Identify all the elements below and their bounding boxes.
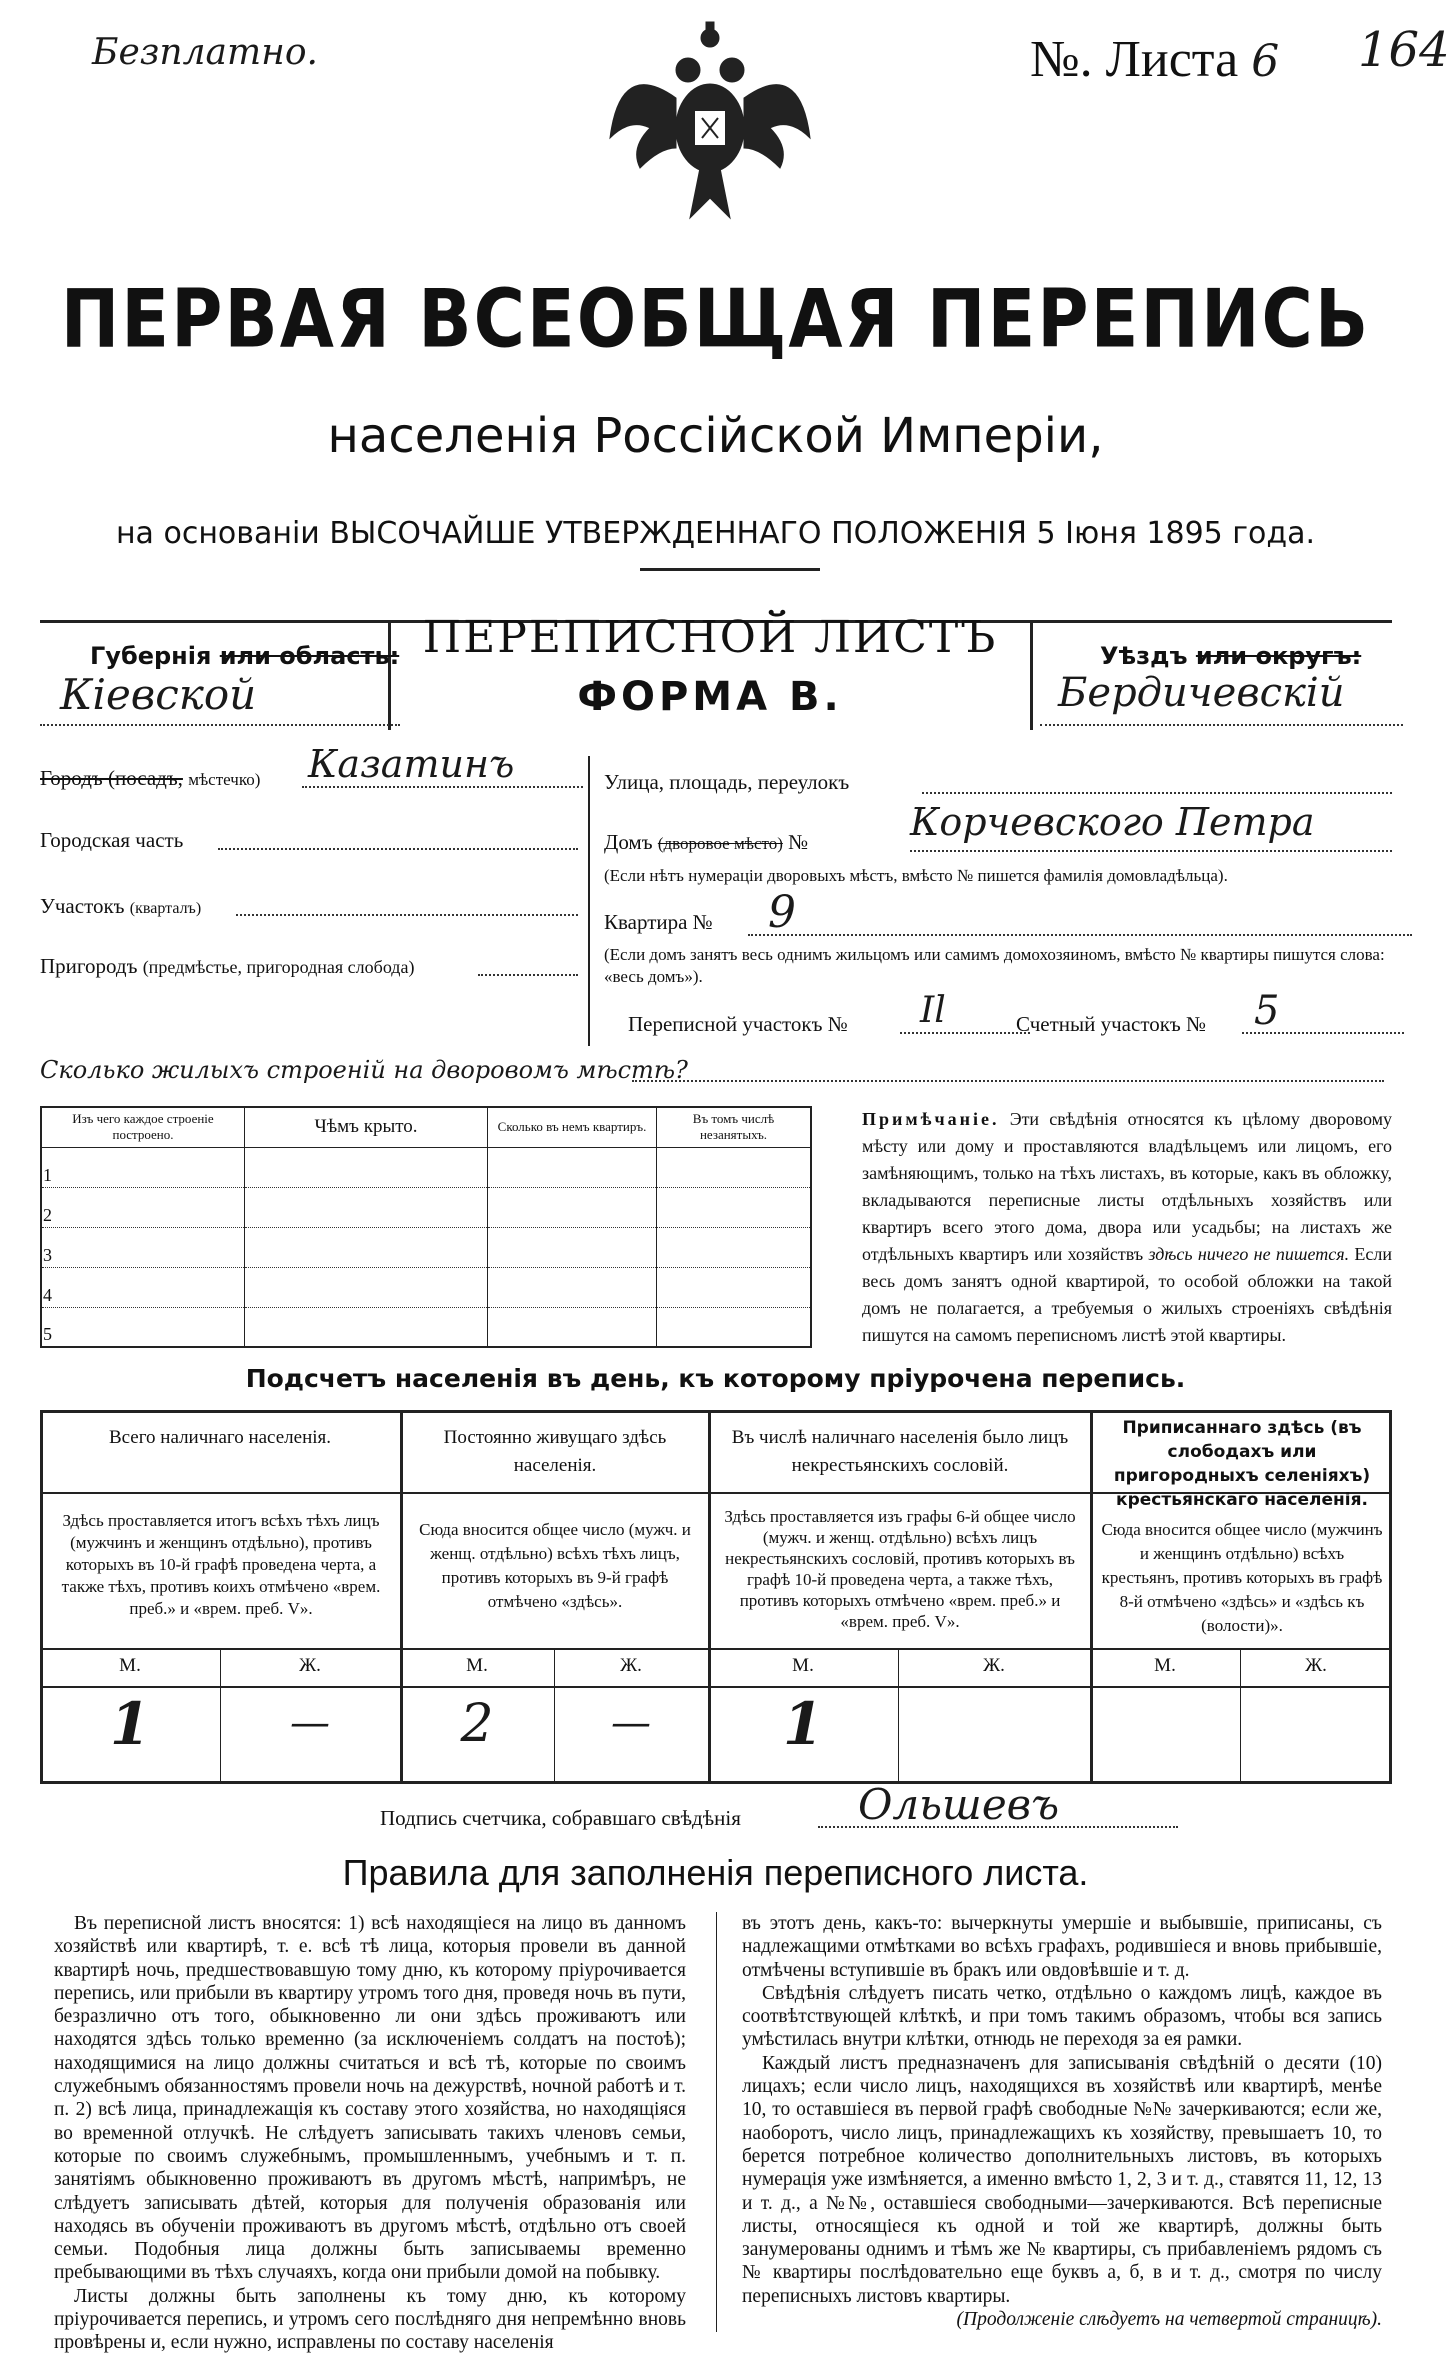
count-col4-m-label: М.: [1154, 1655, 1176, 1676]
signature-label: Подпись счетчика, собравшаго свѣдѣнія: [380, 1806, 741, 1830]
count-col1-m-value[interactable]: 1: [109, 1690, 151, 1758]
sheet-number-label: №. Листа: [1030, 31, 1239, 88]
buildings-note: [862, 1106, 1392, 1349]
buildings-cell[interactable]: [245, 1147, 488, 1187]
buildings-row-number: 4: [41, 1267, 245, 1307]
buildings-question: Сколько жилыхъ строеній на дворовомъ мѣстѣ?: [40, 1056, 688, 1084]
count-col4-f-label: Ж.: [1305, 1655, 1327, 1676]
title-divider: [640, 568, 820, 571]
street-field[interactable]: [922, 792, 1392, 794]
free-label: Безплатно.: [92, 32, 318, 73]
census-district-field[interactable]: Il: [900, 996, 1030, 1034]
buildings-cell[interactable]: [657, 1307, 812, 1347]
buildings-row-number: 1: [41, 1147, 245, 1187]
count-col3-desc: Здѣсь проставляется изъ графы 6-й общее число (мужч. и женщ. отдѣльно) всѣхъ лицъ некрестьянскихъ сословій, противъ которыхъ въ графѣ 10-й проведена черта, а также тѣхъ, противъ которыхъ отмѣчено «врем. преб.» и «врем. преб. V».: [724, 1507, 1076, 1631]
table-row: [41, 1227, 811, 1267]
count-col1-head: Всего наличнаго населенія.: [108, 1427, 332, 1448]
basis-line: на основаніи ВЫСОЧАЙШЕ УТВЕРЖДЕННАГО ПОЛОЖЕНІЯ 5 Іюня 1895 года.: [115, 516, 1316, 551]
uezd-label: [1100, 642, 1361, 670]
table-row: [41, 1267, 811, 1307]
buildings-cell[interactable]: [488, 1147, 657, 1187]
count-district-field[interactable]: 5: [1242, 996, 1404, 1034]
count-col2-f-value[interactable]: —: [611, 1700, 651, 1746]
page-title: ПЕРВАЯ ВСЕОБЩАЯ ПЕРЕПИСЬ: [60, 271, 1371, 367]
buildings-cell[interactable]: [245, 1187, 488, 1227]
count-col2-m-value[interactable]: 2: [460, 1694, 494, 1754]
buildings-cell[interactable]: [488, 1307, 657, 1347]
count-col2-desc: Сюда вносится общее число (мужч. и женщ. отдѣльно) всѣхъ тѣхъ лицъ, противъ которыхъ въ 9-й графѣ отмѣчено «здѣсь».: [419, 1520, 691, 1611]
count-district-label: Счетный участокъ №: [1016, 1012, 1207, 1036]
buildings-cell[interactable]: [657, 1187, 812, 1227]
rules-left-p2: Листы должны быть заполнены къ тому дню, къ которому пріурочивается перепись, и утромъ сего послѣдняго дня непремѣнно вновь провѣрены и, если нужно, исправлены по составу населенія: [54, 2285, 686, 2354]
buildings-cell[interactable]: [488, 1187, 657, 1227]
rules-right-column: [742, 1912, 1382, 2331]
house-label-struck: (дворовое мѣсто): [657, 834, 783, 853]
address-divider: [588, 756, 590, 1046]
imperial-eagle-emblem: [590, 18, 830, 228]
district-label: Участокъ: [40, 894, 125, 918]
sheet-number-handwritten: 164: [1358, 22, 1450, 78]
table-row: [41, 1307, 811, 1347]
district-row: [40, 894, 201, 919]
count-col2-m-label: М.: [466, 1655, 488, 1676]
count-col2-f-label: Ж.: [620, 1655, 642, 1676]
house-label: Домъ: [604, 830, 653, 854]
town-label-struck: Городъ (посадъ,: [40, 766, 183, 790]
suburb-field[interactable]: [478, 974, 578, 976]
form-type: ФОРМА В.: [577, 674, 843, 720]
count-col1-f-value[interactable]: —: [290, 1700, 330, 1746]
rules-right-p3: Каждый листъ предназначенъ для записыванія свѣдѣній о десяти (10) лицахъ; если число лицъ, находящихся въ хозяйствѣ или квартирѣ, менѣе 10, то оставшіеся въ первой графѣ свободные №№ зачеркиваются; если же, наоборотъ, число лицъ, принадлежащихъ къ хозяйству, превышаетъ 10, то берется потребное количество дополнительныхъ листовъ, въ которыхъ нумерація уже измѣняется, а именно вмѣсто 1, 2, 3 и т. д., ставятся 11, 12, 13 и т. д., а №№, оставшіеся свободными—зачеркиваются. Всѣ переписные листы, относящіеся къ одной и той же квартирѣ, должны быть занумерованы однимъ и тѣмъ же № квартиры, съ прибавленіемъ рядомъ съ № квартиры послѣдовательно еще буквъ а, б, в и т. д., смотря по числу переписныхъ листовъ квартиры.: [742, 2052, 1382, 2307]
note-italic: здѣсь ничего не пишется.: [1148, 1244, 1350, 1264]
count-col4-desc: Сюда вносится общее число (мужчинъ и женщинъ отдѣльно) всѣхъ крестьянъ, противъ которыхъ въ графѣ 8-й отмѣчено «здѣсь» и «здѣсь къ (волости)».: [1101, 1520, 1383, 1635]
town-label: мѣстечко): [188, 770, 261, 789]
house-field[interactable]: Корчевского Петра: [910, 800, 1392, 852]
town-field[interactable]: Казатинъ: [302, 742, 583, 788]
buildings-cell[interactable]: [657, 1227, 812, 1267]
apartment-field[interactable]: 9: [748, 898, 1412, 936]
note-text: Эти свѣдѣнія относятся къ цѣлому дворовому мѣсту или дому и проставляются владѣльцемъ или лицомъ, его замѣняющимъ, только на тѣхъ листахъ, въ которые, какъ въ обложку, вкладываются переписные листы отдѣльныхъ хозяйствъ или квартиръ всего этого дома, двора или усадьбы; на листахъ же отдѣльныхъ квартиръ или хозяйствъ: [862, 1109, 1392, 1264]
district-note: (кварталъ): [129, 900, 202, 917]
rules-continued: (Продолженіе слѣдуетъ на четвертой страницѣ).: [956, 2309, 1382, 2331]
count-title: Подсчетъ населенія въ день, къ которому пріурочена перепись.: [245, 1364, 1186, 1393]
uezd-label-struck: или округъ:: [1195, 642, 1362, 670]
note-end: Если весь домъ занятъ одной квартирой, то особой обложки на такой домъ не полагается, а требуемыя о жилыхъ строеніяхъ свѣдѣнія пишутся на самомъ переписномъ листѣ этой квартиры.: [862, 1244, 1393, 1345]
note-title: Примѣчаніе.: [862, 1109, 1000, 1129]
sheet-number-value: 6: [1251, 36, 1280, 87]
buildings-cell[interactable]: [245, 1227, 488, 1267]
buildings-col-roof: Чѣмъ крыто.: [245, 1107, 488, 1147]
buildings-cell[interactable]: [488, 1267, 657, 1307]
house-no-sign: №: [788, 830, 809, 854]
rules-left-column: [54, 1912, 686, 2355]
count-col1-m-label: М.: [119, 1655, 141, 1676]
census-district-label: Переписной участокъ №: [628, 1012, 848, 1036]
district-field[interactable]: [236, 914, 578, 916]
buildings-table: [40, 1106, 812, 1348]
rules-right-p2: Свѣдѣнія слѣдуетъ писать четко, отдѣльно о каждомъ лицѣ, каждое въ соотвѣтствующей клѣткѣ, и при томъ такимъ образомъ, чтобы вся запись умѣстилась внутри клѣтки, отнюдь не переходя за ея рамки.: [742, 1982, 1382, 2051]
suburb-note: (предмѣстье, пригородная слобода): [142, 957, 415, 977]
uezd-label-text: Уѣздъ: [1100, 642, 1188, 670]
table-row: [41, 1147, 811, 1187]
gubernia-label: [90, 642, 399, 670]
uezd-field[interactable]: Бердичевскій: [1040, 670, 1403, 726]
buildings-col-apartments: Сколько въ немъ квартиръ.: [488, 1107, 657, 1147]
buildings-cell[interactable]: [657, 1147, 812, 1187]
signature-field[interactable]: Ольшевъ: [818, 1780, 1178, 1828]
city-part-field[interactable]: [218, 848, 578, 850]
buildings-cell[interactable]: [488, 1227, 657, 1267]
count-col2-head: Постоянно живущаго здѣсь населенія.: [443, 1427, 667, 1476]
buildings-row-number: 2: [41, 1187, 245, 1227]
street-label: Улица, площадь, переулокъ: [604, 770, 850, 794]
count-col3-m-value[interactable]: 1: [782, 1690, 824, 1758]
house-row: [604, 830, 808, 855]
rules-left-p1: Въ переписной листъ вносятся: 1) всѣ находящіеся на лицо въ данномъ хозяйствѣ или квартирѣ, т. е. всѣ тѣ лица, которыя провели въ данной квартирѣ ночь, предшествовавшую тому дню, къ которому пріурочивается перепись, или прибыли въ квартиру утромъ того дня, проведя ночь въ пути, безразлично отъ того, обыкновенно ли они здѣсь проживаютъ или находятся здѣсь только временно (за исключеніемъ солдатъ на постоѣ); находящимися на лицо должны считаться и всѣ тѣ, которые по своимъ служебнымъ обязанностямъ провели ночь на дежурствѣ, ночной работѣ и т. п. 2) всѣ лица, принадлежащія къ составу этого хозяйства, но находящіяся во временной отлучкѣ. Не слѣдуетъ записывать такихъ членовъ семьи, которые по своимъ служебнымъ, промышленнымъ, учебнымъ и т. п. занятіямъ обыкновенно проживаютъ въ другомъ мѣстѣ, напримѣръ, не слѣдуетъ записывать дѣтей, которыя для полученія образованія или находясь въ обученіи проживаютъ въ другомъ мѣстѣ, отдѣльно отъ своей семьи. Подобныя лица должны быть записываемы временно пребывающими въ тѣхъ случаяхъ, когда они прибыли домой на побывку.: [54, 1913, 686, 2284]
count-col1-f-label: Ж.: [299, 1655, 321, 1676]
suburb-label: Пригородъ: [40, 954, 138, 978]
rules-right-p1: въ этотъ день, какъ-то: вычеркнуты умершіе и выбывшіе, приписаны, съ надлежащими отмѣтками во всѣхъ графахъ, родившіеся и вновь прибывшіе, отмѣчены вступившіе въ бракъ или овдовѣвшіе и т. д.: [742, 1913, 1382, 1981]
buildings-question-field[interactable]: [632, 1080, 1384, 1082]
city-part-label: Городская часть: [40, 828, 184, 852]
buildings-cell[interactable]: [245, 1307, 488, 1347]
count-col3-f-label: Ж.: [983, 1655, 1005, 1676]
gubernia-field[interactable]: Кіевской: [40, 670, 400, 726]
buildings-col-material: Изъ чего каждое строеніе построено.: [41, 1107, 245, 1147]
count-col1-desc: Здѣсь проставляется итогъ всѣхъ тѣхъ лицъ (мужчинъ и женщинъ отдѣльно), противъ которыхъ въ 10-й графѣ проведена черта, а также тѣхъ, противъ коихъ отмѣчено «врем. преб.» и «врем. преб. V».: [61, 1511, 381, 1618]
page-subtitle: населенія Россійской Имперіи,: [327, 408, 1104, 464]
buildings-cell[interactable]: [657, 1267, 812, 1307]
gubernia-label-struck: или область:: [219, 642, 400, 670]
buildings-row-number: 3: [41, 1227, 245, 1267]
apartment-label: Квартира №: [604, 910, 713, 934]
house-note: (Если нѣтъ нумераціи дворовыхъ мѣстъ, вмѣсто № пишется фамилія домовладѣльца).: [604, 866, 1228, 885]
apartment-note: (Если домъ занятъ весь однимъ жильцомъ или самимъ домохозяиномъ, вмѣсто № квартиры пишутся слова: «весь домъ»).: [604, 945, 1385, 986]
buildings-col-vacant: Въ томъ числѣ незанятыхъ.: [657, 1107, 812, 1147]
rules-title: Правила для заполненія переписного листа.: [342, 1852, 1089, 1893]
count-col3-m-label: М.: [792, 1655, 814, 1676]
sheet-number: [1030, 30, 1279, 89]
suburb-row: [40, 954, 414, 979]
form-name: ПЕРЕПИСНОЙ ЛИСТЪ: [422, 612, 998, 663]
buildings-row-number: 5: [41, 1307, 245, 1347]
buildings-cell[interactable]: [245, 1267, 488, 1307]
count-col3-head: Въ числѣ наличнаго населенія было лицъ некрестьянскихъ сословій.: [731, 1427, 1069, 1476]
count-col4-head: Приписаннаго здѣсь (въ слободахъ или пригородныхъ селеніяхъ) крестьянскаго населенія.: [1113, 1418, 1371, 1510]
gubernia-label-text: Губернія: [90, 642, 212, 670]
table-row: [41, 1187, 811, 1227]
